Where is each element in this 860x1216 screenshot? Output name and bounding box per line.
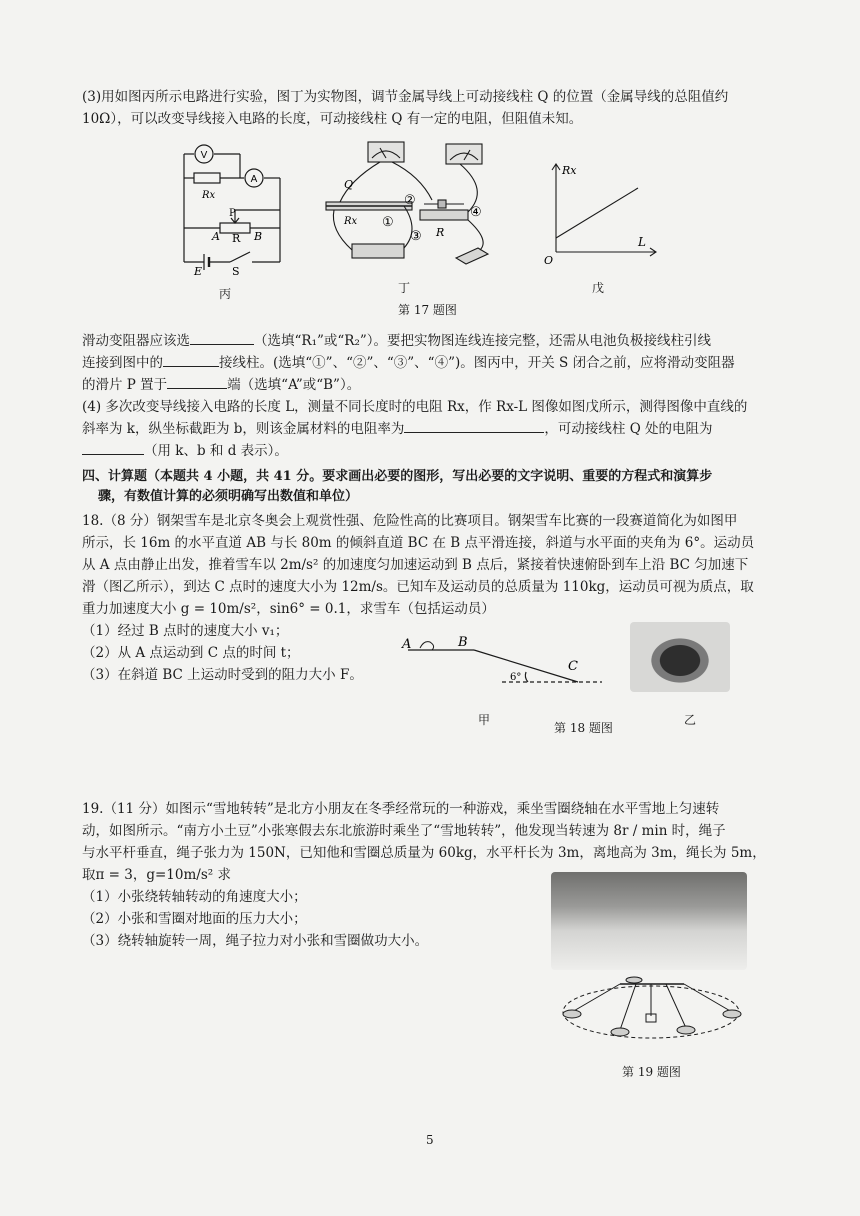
graph-x-label: L: [638, 235, 646, 249]
snow-spinner-diagram: [556, 974, 746, 1044]
track-diagram-jia: [402, 632, 612, 694]
terminal-3-label: ③: [410, 229, 422, 244]
rx-l-graph-wu: [542, 160, 662, 270]
q17-fill2-prefix: 连接到图中的: [82, 355, 163, 371]
q17-part4-line3-text: （用 k、b 和 d 表示）。: [144, 443, 288, 459]
q17-part4-line2-suffix: ，可动接线柱 Q 处的电阻为: [544, 421, 713, 437]
section4-heading-line2: 骤，有数值计算的必须明确写出数值和单位）: [98, 489, 359, 504]
graph-y-label: Rx: [562, 164, 577, 177]
caption-bing: 丙: [219, 287, 232, 301]
q17-part3-line1: (3)用如图丙所示电路进行实验，图丁为实物图，调节金属导线上可动接线柱 Q 的位置（金属导线的总阻值约: [82, 89, 729, 105]
q18-line3: 从 A 点由静止出发，推着雪车以 2m/s² 的加速度匀加速运动到 B 点后，紧接着快速俯卧到车上沿 BC 匀加速下: [82, 557, 749, 573]
q17-fill3-suffix: 端（选填“A”或“B”）。: [227, 377, 361, 393]
q17-fill1-prefix: 滑动变阻器应该选: [82, 333, 190, 349]
slider-p-label: P: [229, 208, 236, 219]
q17-figure-caption: 第 17 题图: [398, 303, 457, 317]
q19-line4: 取π = 3，g=10m/s² 求: [82, 867, 231, 883]
terminal-2-label: ②: [404, 193, 416, 208]
answer-blank-slider-end[interactable]: [167, 374, 227, 389]
q17-fill-line3: [82, 374, 360, 396]
q17-fill2-suffix: 接线柱。(选填“①”、“②”、“③”、“④”)。图丙中，开关 S 闭合之前，应将滑动变阻器: [219, 355, 735, 371]
q18-line5: 重力加速度大小 g = 10m/s²，sin6° = 0.1，求雪车（包括运动员）: [82, 601, 495, 617]
page-number: 5: [426, 1133, 434, 1147]
q18-line4: 滑（图乙所示），到达 C 点时的速度大小为 12m/s。已知车及运动员的总质量为 110kg，运动员可视为质点，取: [82, 579, 754, 595]
q17-fill-line1: [82, 330, 711, 352]
terminal-4-label: ④: [470, 205, 482, 220]
graph-origin-label: O: [544, 254, 554, 267]
photo-r-label: R: [436, 226, 445, 239]
q17-part4-line2: [82, 418, 713, 440]
answer-blank-resistivity[interactable]: [404, 418, 544, 433]
battery-e-label: E: [194, 265, 203, 278]
snow-spinner-photo: [551, 872, 747, 970]
q19-line3: 与水平杆垂直，绳子张力为 150N，已知他和雪圈总质量为 60kg，水平杆长为 3m，离地高为 3m，绳长为 5m，: [82, 845, 766, 861]
q17-part4-line3: [82, 440, 288, 462]
q19-line1: 19.（11 分）如图示“雪地转转”是北方小朋友在冬季经常玩的一种游戏，乘坐雪圈绕轴在水平雪地上匀速转: [82, 801, 720, 817]
point-c-label: C: [568, 659, 578, 674]
caption-jia: 甲: [478, 713, 491, 727]
q19-figure-caption: 第 19 题图: [622, 1065, 681, 1079]
q19-sub2: （2）小张和雪圈对地面的压力大小；: [82, 911, 307, 927]
q19-sub3: （3）绕转轴旋转一周，绳子拉力对小张和雪圈做功大小。: [82, 933, 429, 949]
q18-figure-caption: 第 18 题图: [554, 721, 613, 735]
voltmeter-label: V: [200, 150, 208, 161]
section4-heading-line1: 四、计算题（本题共 4 小题，共 41 分。要求画出必要的图形，写出必要的文字说明、重要的方程式和演算步: [82, 469, 713, 484]
switch-s-label: S: [232, 265, 240, 278]
caption-ding: 丁: [398, 281, 411, 295]
point-a-label: A: [402, 637, 412, 652]
answer-blank-terminal[interactable]: [163, 352, 219, 367]
rheostat-r-label: R: [232, 232, 241, 245]
q17-fill3-prefix: 的滑片 P 置于: [82, 377, 168, 393]
caption-yi: 乙: [684, 713, 697, 727]
q18-line2: 所示，长 16m 的水平直道 AB 与长 80m 的倾斜直道 BC 在 B 点平滑连接，斜道与水平面的夹角为 6°。运动员: [82, 535, 755, 551]
q19-line2: 动，如图所示。“南方小土豆”小张寒假去东北旅游时乘坐了“雪地转转”，他发现当转速为 8r / min 时，绳子: [82, 823, 726, 839]
rheostat-a-label: A: [212, 230, 220, 243]
answer-blank-rheostat[interactable]: [190, 330, 254, 345]
q18-line1: 18.（8 分）钢架雪车是北京冬奥会上观赏性强、危险性高的比赛项目。钢架雪车比赛的一段赛道简化为如图甲: [82, 513, 738, 529]
point-b-label: B: [458, 635, 468, 650]
photo-q-label: Q: [344, 178, 354, 191]
rx-label: Rx: [202, 190, 216, 201]
q18-sub3: （3）在斜道 BC 上运动时受到的阻力大小 F。: [82, 667, 363, 683]
caption-wu: 戊: [592, 281, 605, 295]
q18-sub2: （2）从 A 点运动到 C 点的时间 t；: [82, 645, 300, 661]
q18-sub1: （1）经过 B 点时的速度大小 v₁；: [82, 623, 289, 639]
q17-fill-line2: [82, 352, 735, 374]
q17-part4-line2-prefix: 斜率为 k，纵坐标截距为 b，则该金属材料的电阻率为: [82, 421, 405, 437]
rheostat-b-label: B: [254, 230, 263, 243]
angle-label: 6°: [510, 672, 522, 683]
ammeter-label: A: [250, 174, 258, 185]
q17-part3-line2: 10Ω），可以改变导线接入电路的长度，可动接线柱 Q 有一定的电阻，但阻值未知。: [82, 111, 583, 127]
circuit-diagram-bing: [180, 142, 290, 277]
terminal-1-label: ①: [382, 215, 394, 230]
q19-sub1: （1）小张绕转轴转动的角速度大小；: [82, 889, 307, 905]
skeleton-sled-photo: [630, 622, 730, 692]
photo-rx-label: Rx: [344, 216, 358, 227]
answer-blank-q-resistance[interactable]: [82, 440, 144, 455]
q17-fill1-suffix: （选填“R₁”或“R₂”）。要把实物图连线连接完整，还需从电池负极接线柱引线: [254, 333, 712, 349]
apparatus-photo-ding: [320, 140, 500, 270]
q17-part4-line1: (4) 多次改变导线接入电路的长度 L，测量不同长度时的电阻 Rx，作 Rx-L 图像如图戊所示，测得图像中直线的: [82, 399, 748, 415]
